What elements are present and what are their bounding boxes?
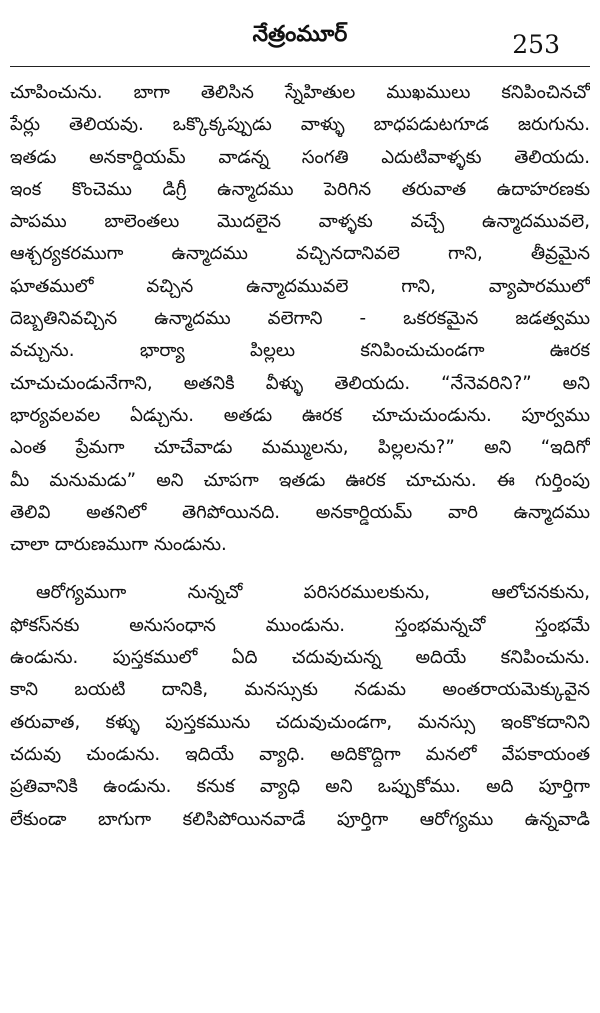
text-line: ఆరోగ్యముగా నున్నచో పరిసరములకును, ఆలోచనకును, <box>36 582 590 604</box>
text-line: చూపించును. బాగా తెలిసిన స్నేహితుల ముఖములు కనిపించినచో <box>10 82 590 103</box>
paragraph-2 <box>10 577 590 835</box>
page-header <box>10 0 590 67</box>
text-line: చాలా దారుణముగా నుండును. <box>10 534 227 556</box>
text-line: దెబ్బతినివచ్చిన ఉన్మాదము వలెగాని - ఒకరకమైన జడత్వము <box>10 308 590 330</box>
text-line: ఘాతములో వచ్చిన ఉన్మాదమువలె గాని, వ్యాపారములో <box>10 275 590 297</box>
paragraph-spacer <box>10 561 590 577</box>
text-line: ప్రతివానికి ఉండును. కనుక వ్యాధి అని ఒప్పుకోము. అది పూర్తిగా <box>10 776 590 798</box>
text-line: చూచుచుండునేగాని, అతనికి వీళ్ళు తెలియదు. “నేనెవరిని?” అని <box>10 372 590 394</box>
paragraph-1 <box>10 77 590 561</box>
text-line: తెలివి అతనిలో తెగిపోయినది. అనకార్డియమ్ వారి ఉన్మాదము <box>10 501 590 523</box>
text-line: చదువు చుండును. ఇదియే వ్యాధి. అదికొద్దిగా మనలో వేపకాయంత <box>10 743 590 765</box>
text-line: వచ్చును. భార్యా పిల్లలు కనిపించుచుండగా ఊరక <box>10 340 590 362</box>
text-line: ఎంత ప్రేమగా చూచేవాడు మమ్ములను, పిల్లలను?” అని “ఇదిగో <box>10 437 590 459</box>
text-line: లేకుండా బాగుగా కలిసిపోయినవాడే పూర్తిగా ఆరోగ్యము ఉన్నవాడి <box>10 808 590 830</box>
running-title: నేత్రంమూర్ <box>252 22 348 47</box>
text-line: పేర్లు తెలియవు. ఒక్కొక్కప్పుడు వాళ్ళు బాధపడుటగూడ జరుగును. <box>10 114 590 136</box>
text-line: ఉండును. పుస్తకములో ఏది చదువుచున్న అదియే కనిపించును. <box>10 647 590 669</box>
page-number: 253 <box>512 30 560 59</box>
text-line: ఇంక కొంచెము డిగ్రీ ఉన్మాదము పెరిగిన తరువాత ఉదాహరణకు <box>10 178 590 200</box>
text-line: ఫోకస్‌నకు అనుసంధాన ముండును. స్తంభమన్నచో స్తంభమే <box>10 614 590 636</box>
text-line: భార్యవలవల ఏడ్చును. అతడు ఊరక చూచుచుండును. పూర్వము <box>10 404 590 426</box>
body-text <box>10 67 590 836</box>
text-line: ఇతడు అనకార్డియమ్ వాడన్న సంగతి ఎదుటివాళ్ళకు తెలియదు. <box>10 146 590 168</box>
text-line: ఆశ్చర్యకరముగా ఉన్మాదము వచ్చినదానివలె గాని, తీవ్రమైన <box>10 243 590 265</box>
text-line: మీ మనుమడు” అని చూపగా ఇతడు ఊరక చూచును. ఈ గుర్తింపు <box>10 469 590 491</box>
text-line: తరువాత, కళ్ళు పుస్తకమును చదువుచుండగా, మనస్సు ఇంకొకదానిని <box>10 711 590 733</box>
text-line: పాపము బాలెంతలు మొదలైన వాళ్ళకు వచ్చే ఉన్మాదమువలె, <box>10 211 590 233</box>
text-line: కాని బయటి దానికి, మనస్సుకు నడుమ అంతరాయమెక్కువైన <box>10 679 590 701</box>
